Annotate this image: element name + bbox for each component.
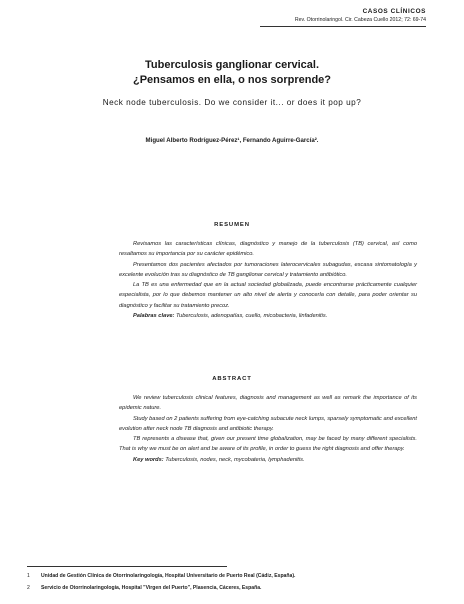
resumen-heading: RESUMEN (214, 222, 250, 228)
english-title: Neck node tuberculosis. Do we consider it... or does it pop up? (102, 98, 362, 107)
resumen-paragraph: La TB es una enfermedad que en la actual sociedad globalizada, puede encontrarse prácticamente cualquier especialista, por lo que debemos mantener un alto nivel de alerta y conocerla con detalle, para poder orientar su diagnóstico y facilitar su tratamiento precoz. (119, 282, 417, 309)
abstract-body (119, 393, 417, 465)
abstract-paragraph: TB represents a disease that, given our present time globalization, may be faced by many different specialists. That is why we must be on alert and be aware of its profile, in order to guess the right diagnosis and offer therapy. (119, 436, 417, 453)
header-rule (260, 26, 426, 27)
abstract-heading: ABSTRACT (212, 376, 252, 382)
resumen-paragraph: Revisamos las características clínicas, diagnóstico y manejo de la tuberculosis (TB) cervical, así como resaltamos su importancia por su carácter epidémico. (119, 241, 417, 258)
footnote (27, 573, 295, 579)
title-line-1: Tuberculosis ganglionar cervical. (144, 59, 320, 71)
footnote-number: 2 (27, 585, 30, 591)
footnote-text: Unidad de Gestión Clínica de Otorrinolaringología, Hospital Universitario de Puerto Real (Cádiz, España). (41, 573, 296, 579)
resumen-keywords (119, 311, 417, 321)
journal-citation: Rev. Otorrinolaringol. Cir. Cabeza Cuello 2012; 72: 69-74 (294, 17, 426, 23)
resumen-paragraph: Presentamos dos pacientes afectados por tumoraciones laterocervicales subagudas, escasa sintomatología y excelente evolución tras su diagnóstico de TB ganglionar cervical y tratamiento antibiótico. (119, 261, 417, 278)
article-title (0, 58, 464, 88)
abstract-paragraph: We review tuberculosis clinical features, diagnosis and management as well as remark the importance of its epidemic nature. (119, 395, 417, 412)
footnote (27, 585, 261, 591)
keywords-text: Tuberculosis, adenopatías, cuello, micobacteria, linfadenitis. (174, 313, 328, 320)
footnote-number: 1 (27, 573, 30, 579)
section-label: CASOS CLÍNICOS (362, 8, 426, 15)
keywords-label: Key words: (133, 456, 164, 463)
abstract-keywords (119, 455, 417, 465)
authors: Miguel Alberto Rodríguez-Pérez¹, Fernando Aguirre-García². (145, 137, 319, 144)
resumen-body (119, 239, 417, 321)
footnote-rule (27, 566, 227, 567)
keywords-text: Tuberculosis, nodes, neck, mycobateria, lymphadenitis. (163, 456, 305, 463)
keywords-label: Palabras clave: (133, 313, 175, 320)
footnote-text: Servicio de Otorrinolaringología, Hospital "Virgen del Puerto", Plasencia, Cáceres, España. (41, 585, 262, 591)
abstract-paragraph: Study based on 2 patients suffering from eye-catching subacute neck lumps, sparsely symptomatic and excellent evolution after neck node TB diagnosis and antibiotic therapy. (119, 415, 417, 432)
title-line-2: ¿Pensamos en ella, o nos sorprende? (132, 74, 332, 86)
